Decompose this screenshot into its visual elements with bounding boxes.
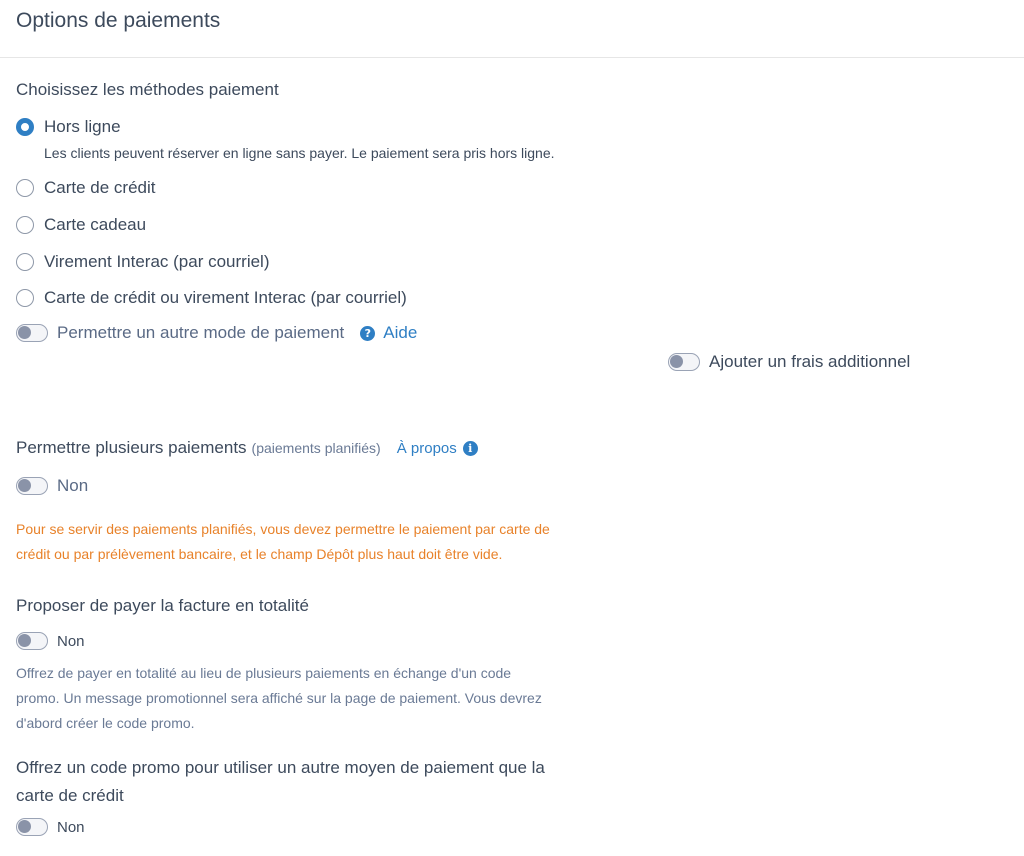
radio-label: Carte de crédit ou virement Interac (par courriel)	[44, 288, 407, 307]
radio-label: Virement Interac (par courriel)	[44, 252, 270, 271]
page-title: Options de paiements	[16, 9, 221, 32]
multiple-payments-heading	[16, 438, 478, 458]
radio-unchecked-icon[interactable]	[16, 179, 34, 197]
warning-line: crédit ou par prélèvement bancaire, et le champ Dépôt plus haut doit être vide.	[16, 546, 503, 562]
radio-label: Carte de crédit	[44, 178, 156, 197]
radio-option-hors-ligne[interactable]	[16, 115, 121, 139]
hors-ligne-description: Les clients peuvent réserver en ligne sans payer. Le paiement sera pris hors ligne.	[44, 145, 555, 161]
other-payment-mode-toggle-row	[16, 323, 417, 343]
promo-other-method-toggle[interactable]	[16, 818, 48, 836]
multiple-payments-warning	[16, 517, 550, 567]
title-line: Offrez un code promo pour utiliser un autre moyen de paiement que la	[16, 758, 545, 777]
toggle-knob	[18, 326, 31, 339]
other-payment-mode-label: Permettre un autre mode de paiement	[57, 323, 345, 342]
page-header	[0, 0, 1024, 58]
payment-methods-title: Choisissez les méthodes paiement	[16, 80, 279, 99]
about-link-label: À propos	[396, 440, 457, 457]
multiple-payments-toggle-row	[16, 476, 88, 496]
pay-in-full-toggle-row	[16, 632, 85, 650]
extra-fee-toggle[interactable]	[668, 353, 700, 371]
extra-fee-toggle-row	[668, 352, 910, 372]
help-link-label: Aide	[383, 323, 418, 342]
pay-in-full-toggle[interactable]	[16, 632, 48, 650]
promo-other-method-title	[16, 754, 545, 810]
radio-unchecked-icon[interactable]	[16, 289, 34, 307]
help-line: promo. Un message promotionnel sera affiché sur la page de paiement. Vous devrez	[16, 690, 542, 706]
help-link[interactable]	[360, 323, 417, 343]
radio-option-carte-ou-virement[interactable]	[16, 286, 407, 310]
extra-fee-label: Ajouter un frais additionnel	[709, 352, 911, 371]
radio-option-carte-de-credit[interactable]	[16, 176, 156, 200]
radio-checked-icon[interactable]	[16, 118, 34, 136]
toggle-knob	[670, 355, 683, 368]
promo-other-method-toggle-label: Non	[57, 818, 85, 836]
help-line: Offrez de payer en totalité au lieu de plusieurs paiements en échange d'un code	[16, 665, 512, 681]
warning-line: Pour se servir des paiements planifiés, vous devez permettre le paiement par carte de	[16, 521, 550, 537]
info-circle-icon: i	[463, 441, 478, 456]
pay-in-full-toggle-label: Non	[57, 632, 85, 650]
toggle-knob	[18, 820, 31, 833]
multiple-payments-toggle-label: Non	[57, 476, 89, 495]
multiple-payments-subtitle: (paiements planifiés)	[251, 440, 381, 456]
radio-option-virement-interac[interactable]	[16, 250, 270, 274]
radio-unchecked-icon[interactable]	[16, 253, 34, 271]
toggle-knob	[18, 634, 31, 647]
about-link[interactable]	[397, 440, 478, 457]
question-circle-icon: ?	[360, 326, 375, 341]
title-line: carte de crédit	[16, 786, 124, 805]
radio-option-carte-cadeau[interactable]	[16, 213, 146, 237]
multiple-payments-title: Permettre plusieurs paiements	[16, 438, 247, 457]
help-line: d'abord créer le code promo.	[16, 715, 195, 731]
multiple-payments-toggle[interactable]	[16, 477, 48, 495]
pay-in-full-help	[16, 661, 542, 736]
toggle-knob	[18, 479, 31, 492]
radio-label: Carte cadeau	[44, 215, 147, 234]
promo-other-method-toggle-row	[16, 818, 85, 836]
radio-label: Hors ligne	[44, 117, 121, 136]
other-payment-mode-toggle[interactable]	[16, 324, 48, 342]
pay-in-full-title: Proposer de payer la facture en totalité	[16, 596, 309, 615]
radio-unchecked-icon[interactable]	[16, 216, 34, 234]
